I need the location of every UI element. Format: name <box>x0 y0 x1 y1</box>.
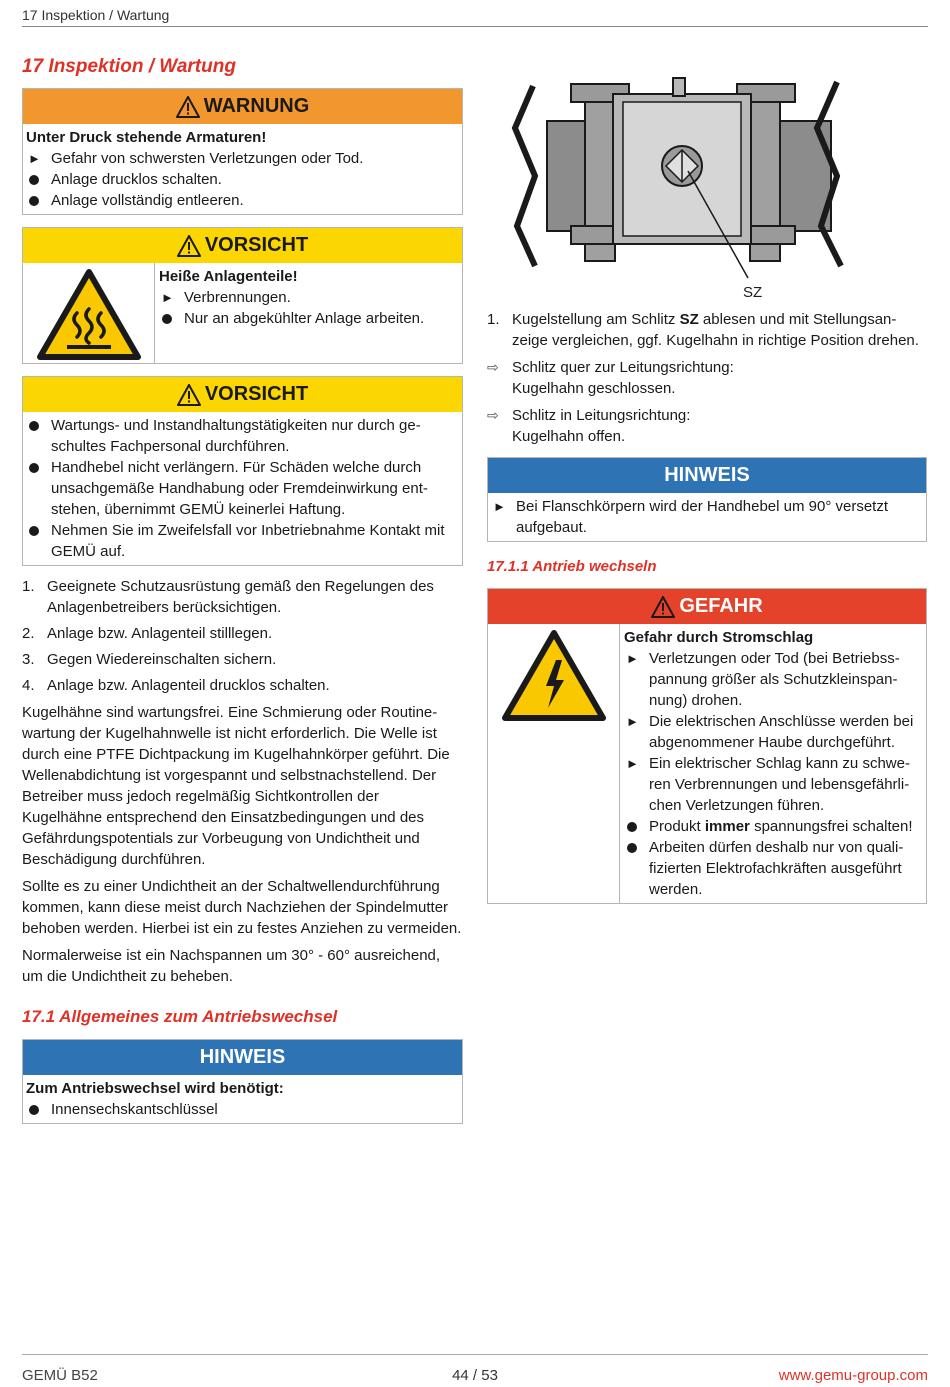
footer-rule <box>22 1354 928 1355</box>
vorsicht-title: Heiße Anlagenteile! <box>159 268 298 285</box>
vorsicht-body <box>23 412 462 565</box>
gefahr-text <box>620 624 926 903</box>
warning-triangle-icon <box>177 235 201 257</box>
list-item: ► Verletzungen oder Tod (bei Betriebsspannung größer als Schutzkleinspannung) drohen. <box>626 650 900 709</box>
warnung-list <box>26 148 458 211</box>
vorsicht-header <box>23 377 462 412</box>
vorsicht-label: VORSICHT <box>204 234 309 256</box>
arrow-bullet-icon: ► <box>626 756 639 771</box>
list-item: Innensechskantschlüssel <box>26 1099 458 1120</box>
step-item: 2. Anlage bzw. Anlagenteil stilllegen. <box>22 625 273 642</box>
dot-bullet-icon <box>29 463 39 473</box>
warnung-title: Unter Druck stehende Armaturen! <box>26 129 267 146</box>
vorsicht-label: VORSICHT <box>204 383 309 405</box>
header-rule <box>22 26 928 27</box>
step-item: 3. Gegen Wiedereinschalten sichern. <box>22 651 277 668</box>
subsection-title: 17.1 Allgemeines zum Antriebswechsel <box>22 1007 338 1026</box>
paragraph: Kugelhähne sind wartungsfrei. Eine Schmierung oder Routinewartung der Kugelhahnwelle ist nicht erforderlich. Die Welle ist durch eine PTFE Dichtpackung im Kugelhahnkörper geführt. Die Wellenabdichtung ist vorgespannt und selbstnachstellend. Der Betreiber muss jedoch regelmäßig Sichtkontrollen der Kugelhähne entsprechend den Einsatzbedingungen und des Gefährdungspotentials zur Vorbeugung von Undichtheit und Beschädigung durchführen. <box>22 704 450 868</box>
section-title: 17 Inspektion / Wartung <box>22 56 236 77</box>
list-item: ► Verbrennungen. <box>161 289 291 306</box>
hinweis-header: HINWEIS <box>488 458 926 493</box>
warnung-body <box>23 124 462 214</box>
list-item: ► Ein elektrischer Schlag kann zu schweren Verbrennungen und lebensgefährlichen Verletzungen führen. <box>626 755 910 814</box>
vorsicht-header <box>23 228 462 263</box>
ball-valve-figure <box>505 66 875 306</box>
high-voltage-icon <box>502 630 606 722</box>
dot-bullet-icon <box>162 314 172 324</box>
hollow-arrow-right-icon: ⇨ <box>487 407 499 423</box>
vorsicht-box-hot <box>22 227 463 364</box>
step-item: 1. Kugelstellung am Schlitz SZ ablesen und mit Stellungsanzeige vergleichen, ggf. Kugelhahn in richtige Position drehen. <box>487 311 919 349</box>
list-item: Nur an abgekühlter Anlage arbeiten. <box>159 308 458 329</box>
subsubsection-title: 17.1.1 Antrieb wechseln <box>487 558 657 575</box>
list-item: Anlage vollständig entleeren. <box>26 190 458 211</box>
running-header: 17 Inspektion / Wartung <box>22 7 170 23</box>
hinweis-body <box>23 1075 462 1123</box>
result-item: ⇨ Schlitz quer zur Leitungsrichtung: Kugelhahn geschlossen. <box>487 359 734 397</box>
vorsicht-body <box>23 263 462 363</box>
footer-page-number: 44 / 53 <box>452 1367 498 1384</box>
left-column <box>22 54 463 1134</box>
right-column <box>487 309 927 914</box>
arrow-bullet-icon: ► <box>626 651 639 666</box>
warnung-box <box>22 88 463 215</box>
result-item: ⇨ Schlitz in Leitungsrichtung: Kugelhahn offen. <box>487 407 691 445</box>
arrow-bullet-icon: ► <box>28 151 41 166</box>
dot-bullet-icon <box>627 822 637 832</box>
gefahr-label: GEFAHR <box>679 595 763 617</box>
list-item: ► Gefahr von schwersten Verletzungen oder Tod. <box>28 150 364 167</box>
arrow-bullet-icon: ► <box>626 714 639 729</box>
hot-surface-icon <box>37 269 141 361</box>
dot-bullet-icon <box>29 175 39 185</box>
arrow-bullet-icon: ► <box>493 499 506 514</box>
footer-website-link[interactable]: www.gemu-group.com <box>778 1367 928 1384</box>
warning-triangle-icon <box>176 96 200 118</box>
paragraph: Sollte es zu einer Undichtheit an der Schaltwellendurchführung kommen, kann diese meist durch Nachziehen der Spindelmutter behoben werden. Hierbei ist ein zu festes Anziehen zu vermeiden. <box>22 878 462 937</box>
list-item: Wartungs- und Instandhaltungstätigkeiten nur durch geschultes Fachpersonal durchführen. <box>26 415 458 457</box>
hinweis-body <box>488 493 926 541</box>
step-item: 4. Anlage bzw. Anlagenteil drucklos schalten. <box>22 677 330 694</box>
footer-product: GEMÜ B52 <box>22 1367 98 1384</box>
hinweis-header: HINWEIS <box>23 1040 462 1075</box>
dot-bullet-icon <box>29 1105 39 1115</box>
paragraph: Normalerweise ist ein Nachspannen um 30° - 60° ausreichend, um die Undichtheit zu beheben. <box>22 947 441 985</box>
vorsicht-list <box>26 415 458 562</box>
vorsicht-text <box>155 263 462 363</box>
dot-bullet-icon <box>29 196 39 206</box>
symbol-cell <box>488 624 620 903</box>
steps-list-right <box>487 309 927 351</box>
list-item: ► Bei Flanschkörpern wird der Handhebel um 90° versetzt aufgebaut. <box>493 498 889 536</box>
symbol-cell <box>23 263 155 363</box>
dot-bullet-icon <box>29 526 39 536</box>
vorsicht-list <box>159 287 458 329</box>
warning-triangle-icon <box>177 384 201 406</box>
hinweis-title: Zum Antriebswechsel wird benötigt: <box>26 1080 284 1097</box>
gefahr-header <box>488 589 926 624</box>
step-item: 1. Geeignete Schutzausrüstung gemäß den Regelungen des Anlagenbetreibers berücksichtigen. <box>22 578 434 616</box>
gefahr-box <box>487 588 927 904</box>
warnung-label: WARNUNG <box>203 95 310 117</box>
dot-bullet-icon <box>29 421 39 431</box>
gefahr-title: Gefahr durch Stromschlag <box>624 629 814 646</box>
hinweis-box-tools <box>22 1039 463 1124</box>
list-item: Handhebel nicht verlängern. Für Schäden welche durch unsachgemäße Handhabung oder Fremdeinwirkung entstehen, übernimmt GEMÜ keinerlei Haftung. <box>26 457 458 520</box>
list-item: Arbeiten dürfen deshalb nur von qualifizierten Elektrofachkräften ausgeführt werden. <box>624 837 922 900</box>
hollow-arrow-right-icon: ⇨ <box>487 359 499 375</box>
list-item: ► Die elektrischen Anschlüsse werden bei abgenommener Haube durchgeführt. <box>626 713 914 751</box>
warning-triangle-icon <box>651 596 675 618</box>
steps-list <box>22 576 463 696</box>
dot-bullet-icon <box>627 843 637 853</box>
list-item: Produkt immer spannungsfrei schalten! <box>624 816 922 837</box>
hinweis-list <box>491 496 922 538</box>
gefahr-body <box>488 624 926 903</box>
hinweis-list <box>26 1099 458 1120</box>
warnung-header <box>23 89 462 124</box>
arrow-bullet-icon: ► <box>161 290 174 305</box>
figure-label-sz: SZ <box>743 284 763 301</box>
gefahr-list <box>624 648 922 900</box>
list-item: Nehmen Sie im Zweifelsfall vor Inbetriebnahme Kontakt mit GEMÜ auf. <box>26 520 458 562</box>
hinweis-box-flange <box>487 457 927 542</box>
list-item: Anlage drucklos schalten. <box>26 169 458 190</box>
vorsicht-box-maintenance <box>22 376 463 566</box>
